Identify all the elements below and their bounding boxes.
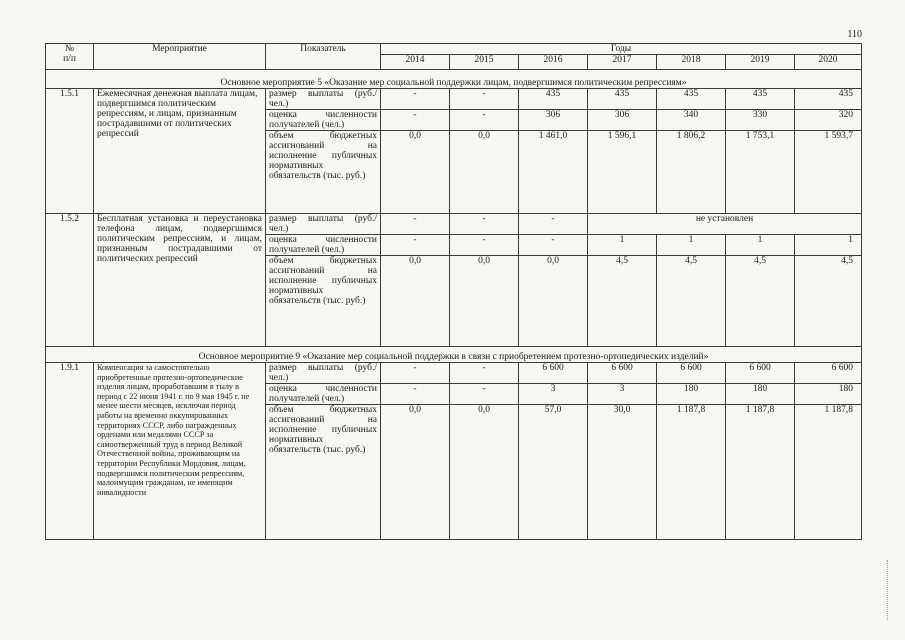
indicator-cell: оценка численности получателей (чел.) [266,384,381,405]
value-cell: 1 461,0 [519,131,588,214]
header-indicator: Показатель [266,44,381,70]
header-years: Годы [381,44,862,55]
value-cell: 6 600 [657,363,726,384]
value-cell: 1 187,8 [795,405,862,540]
section-row [46,70,862,89]
value-cell: - [450,384,519,405]
table-row [46,214,862,235]
value-cell: - [381,214,450,235]
value-cell: 6 600 [726,363,795,384]
table-row [46,89,862,110]
value-cell: - [381,235,450,256]
value-cell: 435 [795,89,862,110]
value-cell: 0,0 [519,256,588,347]
year-2015: 2015 [450,55,519,70]
value-cell: 57,0 [519,405,588,540]
program-table [45,43,862,540]
indicator-cell: размер выплаты (руб./ чел.) [266,214,381,235]
item-number: 1.5.1 [46,89,94,214]
activity-cell: Ежемесячная денежная выплата лицам, подвергшимся политическим репрессиям, и лицам, признанным пострадавшими от политических репрессий [94,89,266,214]
merged-note-cell: не установлен [588,214,862,235]
value-cell: 1 806,2 [657,131,726,214]
value-cell: - [450,235,519,256]
value-cell: - [381,110,450,131]
value-cell: - [450,110,519,131]
value-cell: 306 [588,110,657,131]
value-cell: 6 600 [519,363,588,384]
value-cell: 3 [588,384,657,405]
value-cell: 1 187,8 [726,405,795,540]
value-cell: 1 187,8 [657,405,726,540]
value-cell: 4,5 [795,256,862,347]
value-cell: 330 [726,110,795,131]
year-2020: 2020 [795,55,862,70]
value-cell: 1 [726,235,795,256]
value-cell: 340 [657,110,726,131]
scan-margin-marks [887,560,900,620]
value-cell: 0,0 [381,131,450,214]
indicator-cell: размер выплаты (руб./ чел.) [266,89,381,110]
value-cell: 6 600 [795,363,862,384]
value-cell: 0,0 [450,405,519,540]
value-cell: 4,5 [657,256,726,347]
table-row [46,363,862,384]
item-number: 1.5.2 [46,214,94,347]
section-row [46,347,862,363]
section-title: Основное мероприятие 9 «Оказание мер социальной поддержки в связи с приобретением протезно-ортопедических изделий» [46,347,862,363]
value-cell: 6 600 [588,363,657,384]
value-cell: 435 [588,89,657,110]
header-row-1 [46,44,862,55]
header-activity: Мероприятие [94,44,266,70]
header-num [46,44,94,70]
value-cell: - [519,235,588,256]
header-num-line1: № [64,44,75,54]
value-cell: 0,0 [381,256,450,347]
value-cell: 0,0 [450,256,519,347]
activity-cell: Компенсация за самостоятельно приобретенные протезно-ортопедические изделия лицам, проработавшим в тылу в период с 22 июня 1941 г. по 9 мая 1945 г. не менее шести месяцев, исключая период работы на временно оккупированных территориях СССР, либо награжденных орденами или медалями СССР за самоотверженный труд в период Великой Отечественной войны, проживающим на территории Республики Мордовия, лицам, подвергшимся политическим репрессиям, малоимущим гражданам, не имеющим инвалидности [94,363,266,540]
indicator-cell: размер выплаты (руб./ чел.) [266,363,381,384]
activity-cell: Бесплатная установка и переустановка телефона лицам, подвергшимся политическим репрессиям, и лицам, признанным пострадавшими от политических репрессий [94,214,266,347]
value-cell: - [381,363,450,384]
value-cell: 435 [657,89,726,110]
year-2019: 2019 [726,55,795,70]
page-number: 110 [847,29,862,40]
item-number: 1.9.1 [46,363,94,540]
section-title: Основное мероприятие 5 «Оказание мер социальной поддержки лицам, подвергшимся политическим репрессиям» [46,70,862,89]
indicator-cell: оценка численности получателей (чел.) [266,110,381,131]
value-cell: - [450,363,519,384]
value-cell: 1 596,1 [588,131,657,214]
value-cell: 4,5 [726,256,795,347]
value-cell: 1 [657,235,726,256]
value-cell: 435 [726,89,795,110]
value-cell: - [381,384,450,405]
year-2018: 2018 [657,55,726,70]
value-cell: 30,0 [588,405,657,540]
header-num-line2: п/п [63,54,76,64]
value-cell: 320 [795,110,862,131]
year-2017: 2017 [588,55,657,70]
value-cell: 1 753,1 [726,131,795,214]
indicator-cell: оценка численности получателей (чел.) [266,235,381,256]
indicator-cell: объем бюджетных ассигнований на исполнение публичных нормативных обязательств (тыс. руб.) [266,405,381,540]
value-cell: - [519,214,588,235]
value-cell: 1 593,7 [795,131,862,214]
value-cell: 3 [519,384,588,405]
value-cell: 180 [657,384,726,405]
value-cell: 1 [795,235,862,256]
value-cell: 306 [519,110,588,131]
value-cell: 435 [519,89,588,110]
value-cell: 180 [795,384,862,405]
year-2016: 2016 [519,55,588,70]
indicator-cell: объем бюджетных ассигнований на исполнение публичных нормативных обязательств (тыс. руб.) [266,256,381,347]
value-cell: - [450,214,519,235]
value-cell: - [450,89,519,110]
indicator-cell: объем бюджетных ассигнований на исполнение публичных нормативных обязательств (тыс. руб.) [266,131,381,214]
value-cell: 0,0 [381,405,450,540]
value-cell: 180 [726,384,795,405]
year-2014: 2014 [381,55,450,70]
value-cell: 0,0 [450,131,519,214]
value-cell: 1 [588,235,657,256]
value-cell: - [381,89,450,110]
value-cell: 4,5 [588,256,657,347]
